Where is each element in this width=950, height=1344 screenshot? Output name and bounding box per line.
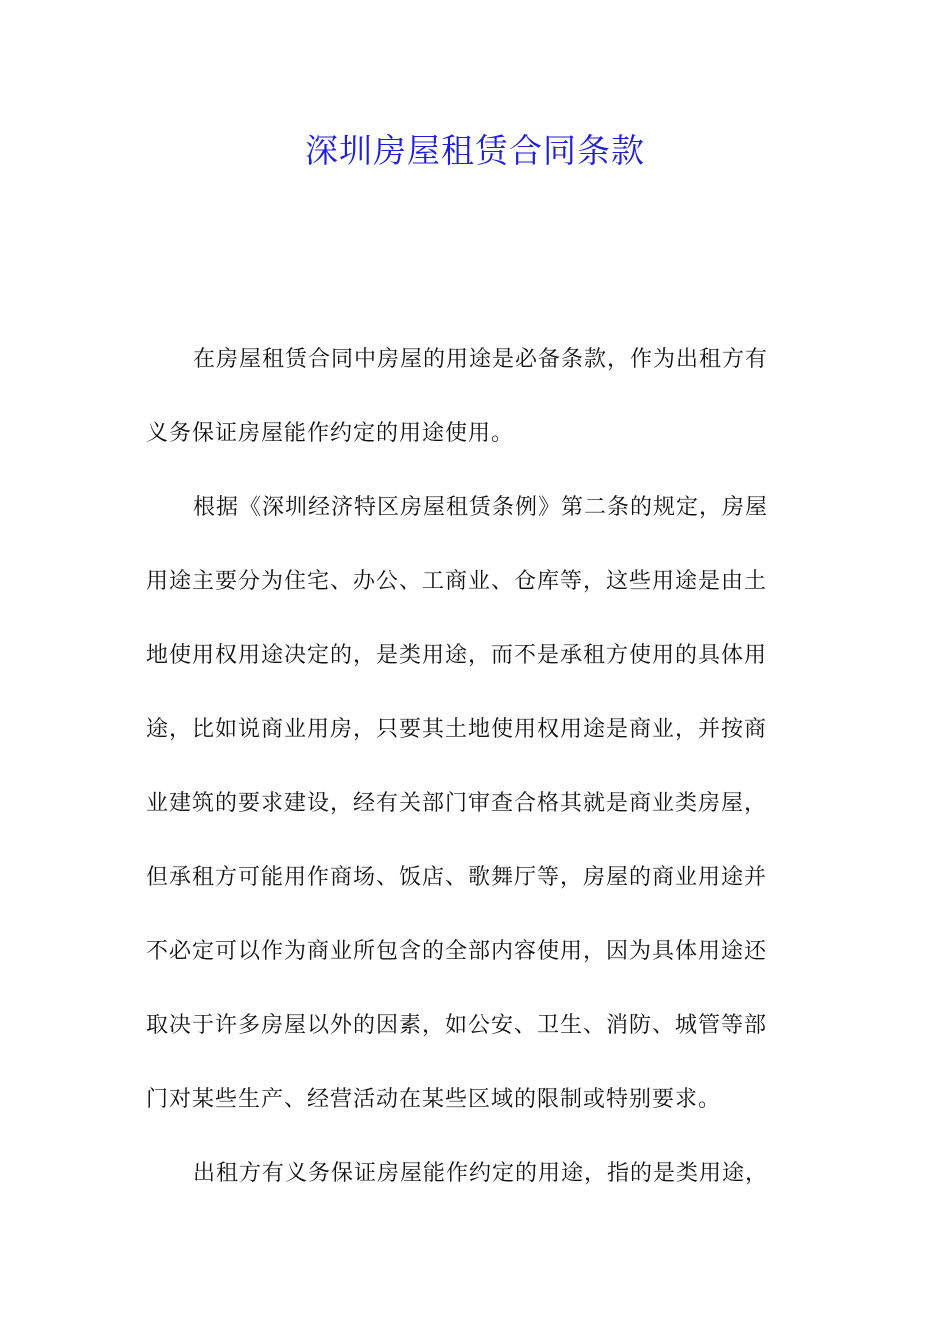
paragraph xyxy=(146,488,806,1154)
document-title: 深圳房屋租赁合同条款 xyxy=(305,131,645,170)
paragraph-line: 取决于许多房屋以外的因素，如公安、卫生、消防、城管等部 xyxy=(146,1013,768,1038)
paragraph-line: 地使用权用途决定的，是类用途，而不是承租方使用的具体用 xyxy=(146,643,768,668)
document-body xyxy=(146,340,806,1228)
paragraph-line: 在房屋租赁合同中房屋的用途是必备条款，作为出租方有 xyxy=(193,347,769,372)
paragraph-line: 出租方有义务保证房屋能作约定的用途，指的是类用途， xyxy=(193,1161,769,1186)
paragraph-line: 但承租方可能用作商场、饭店、歌舞厅等，房屋的商业用途并 xyxy=(146,865,768,890)
paragraph-line: 门对某些生产、经营活动在某些区域的限制或特别要求。 xyxy=(146,1087,722,1112)
paragraph-line: 根据《深圳经济特区房屋租赁条例》第二条的规定，房屋 xyxy=(193,495,769,520)
paragraph xyxy=(146,340,806,488)
paragraph-line: 业建筑的要求建设，经有关部门审查合格其就是商业类房屋， xyxy=(146,791,768,816)
paragraph-line: 用途主要分为住宅、办公、工商业、仓库等，这些用途是由土 xyxy=(146,569,768,594)
paragraph-line: 不必定可以作为商业所包含的全部内容使用，因为具体用途还 xyxy=(146,939,768,964)
paragraph-line: 途，比如说商业用房，只要其土地使用权用途是商业，并按商 xyxy=(146,717,768,742)
paragraph-line: 义务保证房屋能作约定的用途使用。 xyxy=(146,421,515,446)
paragraph xyxy=(146,1154,806,1228)
